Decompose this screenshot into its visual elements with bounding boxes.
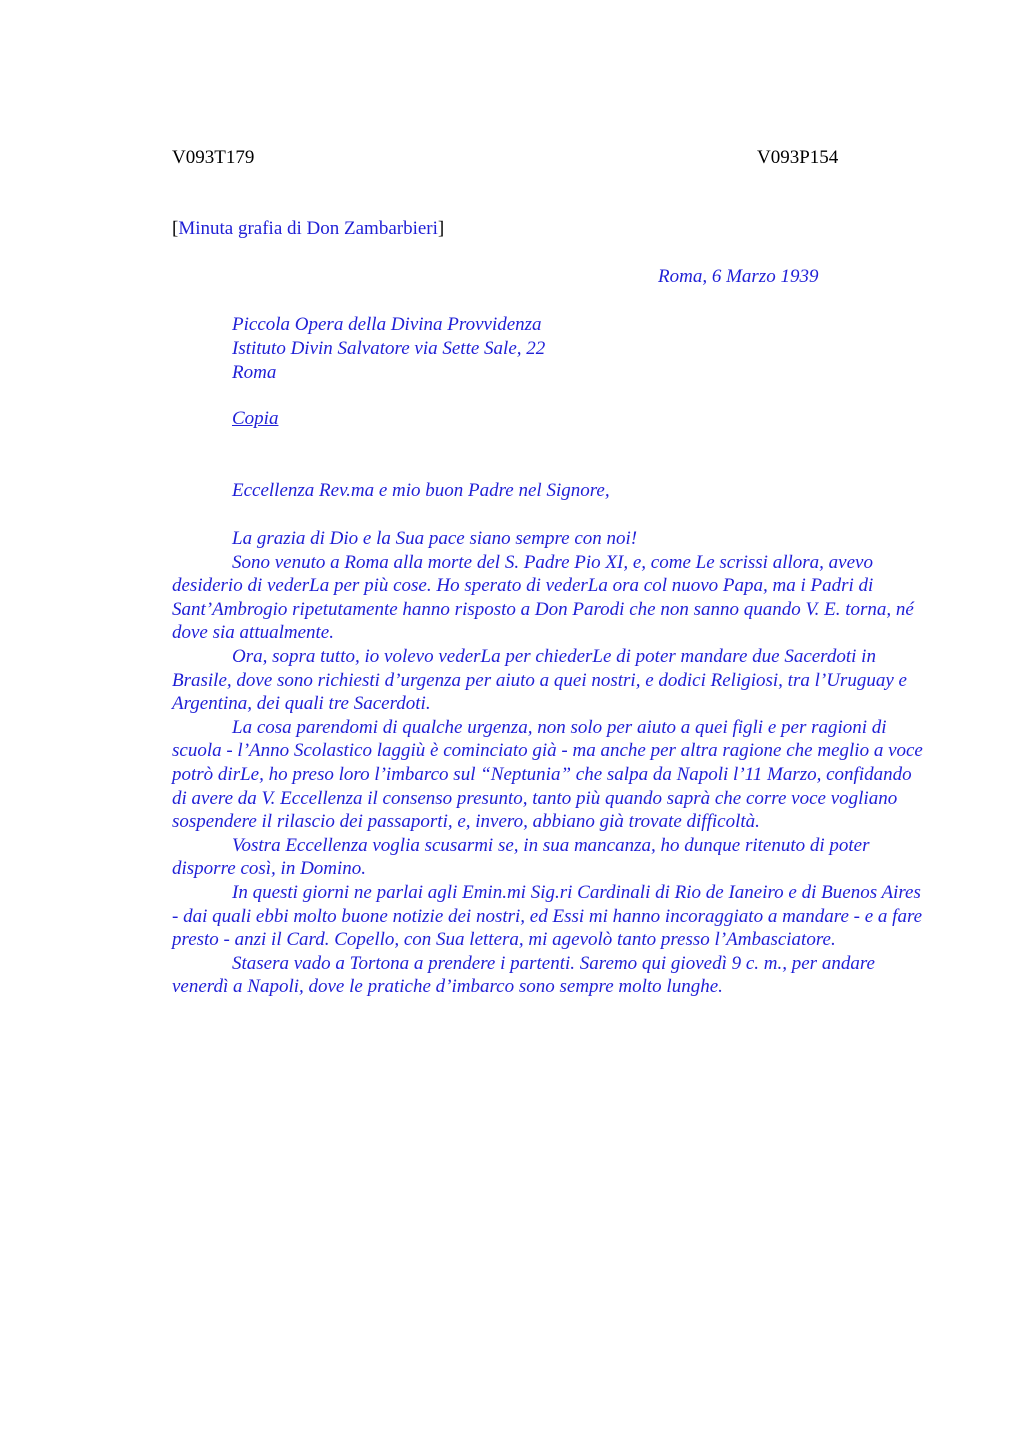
note-open-bracket: [ [172, 218, 179, 239]
body-paragraph: Vostra Eccellenza voglia scusarmi se, in sua mancanza, ho dunque ritenuto di poter disporre così, in Domino. [172, 834, 870, 880]
address-line: Piccola Opera della Divina Provvidenza [232, 314, 542, 335]
address-line: Istituto Divin Salvatore via Sette Sale, 22 [232, 338, 546, 359]
copy-label: Copia [232, 408, 279, 429]
letter-body [172, 527, 928, 999]
letter-address [232, 313, 545, 385]
letter-date: Roma, 6 Marzo 1939 [658, 266, 819, 287]
body-paragraph: Sono venuto a Roma alla morte del S. Padre Pio XI, e, come Le scrissi allora, avevo desiderio di vederLa per più cose. Ho sperato di vederLa ora col nuovo Papa, ma i Padri di Sant’Ambrogio ripetutamente hanno risposto a Don Parodi che non sanno quando V. E. torna, né dove sia attualmente. [172, 551, 914, 644]
body-paragraph: La grazia di Dio e la Sua pace siano sempre con noi! [232, 528, 638, 549]
document-code-left: V093T179 [172, 147, 255, 168]
body-paragraph: Ora, sopra tutto, io volevo vederLa per chiederLe di poter mandare due Sacerdoti in Brasile, dove sono richiesti d’urgenza per aiuto a quei nostri, e dodici Religiosi, tra l’Uruguay e Argentina, dei quali tre Sacerdoti. [172, 645, 907, 715]
address-line: Roma [232, 362, 277, 383]
document-code-right: V093P154 [757, 147, 839, 168]
body-paragraph: In questi giorni ne parlai agli Emin.mi Sig.ri Cardinali di Rio de Ianeiro e di Buenos Aires - dai quali ebbi molto buone notizie dei nostri, ed Essi mi hanno incoraggiato a mandare - e a fare presto - anzi il Card. Copello, con Sua lettera, mi agevolò tanto presso l’Ambasciatore. [172, 881, 923, 951]
note-text: Minuta grafia di Don Zambarbieri [178, 218, 438, 239]
editorial-note [172, 218, 444, 240]
body-paragraph: La cosa parendomi di qualche urgenza, non solo per aiuto a quei figli e per ragioni di scuola - l’Anno Scolastico laggiù è cominciato già - ma anche per altra ragione che meglio a voce potrò dirLe, ho preso loro l’imbarco sul “Neptunia” che salpa da Napoli l’11 Marzo, confidando di avere da V. Eccellenza il consenso presunto, tanto più quando saprà che corre voce vogliano sospendere il rilascio dei passaporti, e, invero, abbiano già trovate difficoltà. [172, 716, 923, 833]
body-paragraph: Stasera vado a Tortona a prendere i partenti. Saremo qui giovedì 9 c. m., per andare venerdì a Napoli, dove le pratiche d’imbarco sono sempre molto lunghe. [172, 952, 875, 998]
letter-salutation: Eccellenza Rev.ma e mio buon Padre nel Signore, [232, 480, 610, 501]
note-close-bracket: ] [437, 218, 445, 239]
